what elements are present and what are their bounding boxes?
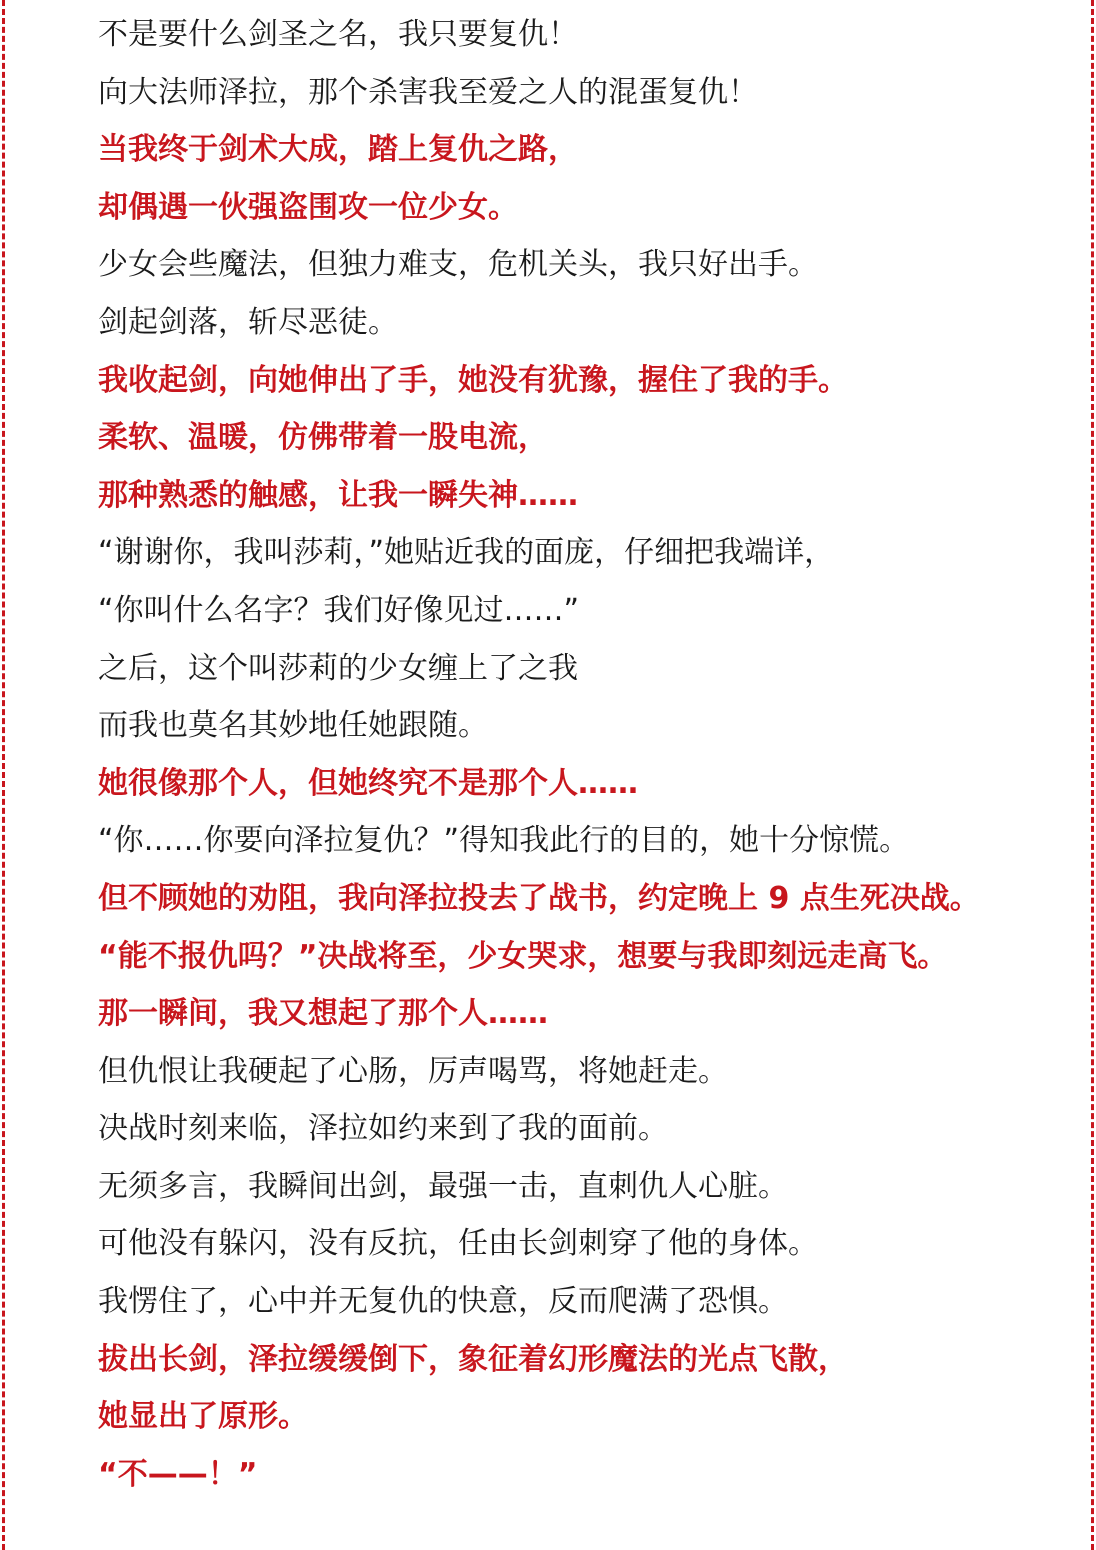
story-line-emphasis: 拔出长剑，泽拉缓缓倒下，象征着幻形魔法的光点飞散， (98, 1341, 848, 1377)
story-line: 可他没有躲闪，没有反抗，任由长剑刺穿了他的身体。 (98, 1226, 818, 1262)
story-line: 少女会些魔法，但独力难支，危机关头，我只好出手。 (98, 247, 818, 283)
story-line-emphasis: 但不顾她的劝阻，我向泽拉投去了战书，约定晚上 9 点生死决战。 (98, 880, 980, 916)
story-line: 但仇恨让我硬起了心肠，厉声喝骂，将她赶走。 (98, 1053, 728, 1089)
story-line: 不是要什么剑圣之名，我只要复仇！ (98, 17, 578, 52)
story-line: “你……你要向泽拉复仇？”得知我此行的目的，她十分惊慌。 (98, 823, 910, 859)
story-line-emphasis: 当我终于剑术大成，踏上复仇之路， (98, 132, 578, 168)
story-line: 无须多言，我瞬间出剑，最强一击，直刺仇人心脏。 (98, 1168, 788, 1204)
story-line-emphasis: “能不报仇吗？”决战将至，少女哭求，想要与我即刻远走高飞。 (98, 938, 948, 974)
story-line: 向大法师泽拉，那个杀害我至爱之人的混蛋复仇！ (98, 74, 758, 110)
story-line-emphasis: 我收起剑，向她伸出了手，她没有犹豫，握住了我的手。 (98, 362, 848, 398)
story-line: 剑起剑落，斩尽恶徒。 (98, 304, 398, 340)
story-line: 决战时刻来临，泽拉如约来到了我的面前。 (98, 1111, 668, 1147)
left-dashed-border (2, 0, 5, 1550)
story-line-emphasis: 那一瞬间，我又想起了那个人…… (98, 996, 548, 1032)
story-line-emphasis: 柔软、温暖，仿佛带着一股电流， (98, 420, 548, 456)
story-line-emphasis: 那种熟悉的触感，让我一瞬失神…… (98, 477, 578, 513)
right-dashed-border (1091, 0, 1094, 1550)
story-line: 之后，这个叫莎莉的少女缠上了之我 (98, 650, 578, 686)
story-line-emphasis: 她很像那个人，但她终究不是那个人…… (98, 765, 638, 801)
story-line: “你叫什么名字？我们好像见过……” (98, 592, 580, 628)
story-line: 而我也莫名其妙地任她跟随。 (98, 708, 488, 744)
story-text-block (98, 6, 1058, 1503)
story-line-emphasis: 却偶遇一伙强盗围攻一位少女。 (98, 189, 518, 225)
story-line-emphasis: “不——！” (98, 1456, 258, 1492)
story-line-emphasis: 她显出了原形。 (98, 1399, 308, 1435)
story-line: “谢谢你，我叫莎莉，”她贴近我的面庞，仔细把我端详， (98, 535, 835, 571)
story-line: 我愣住了，心中并无复仇的快意，反而爬满了恐惧。 (98, 1284, 788, 1320)
